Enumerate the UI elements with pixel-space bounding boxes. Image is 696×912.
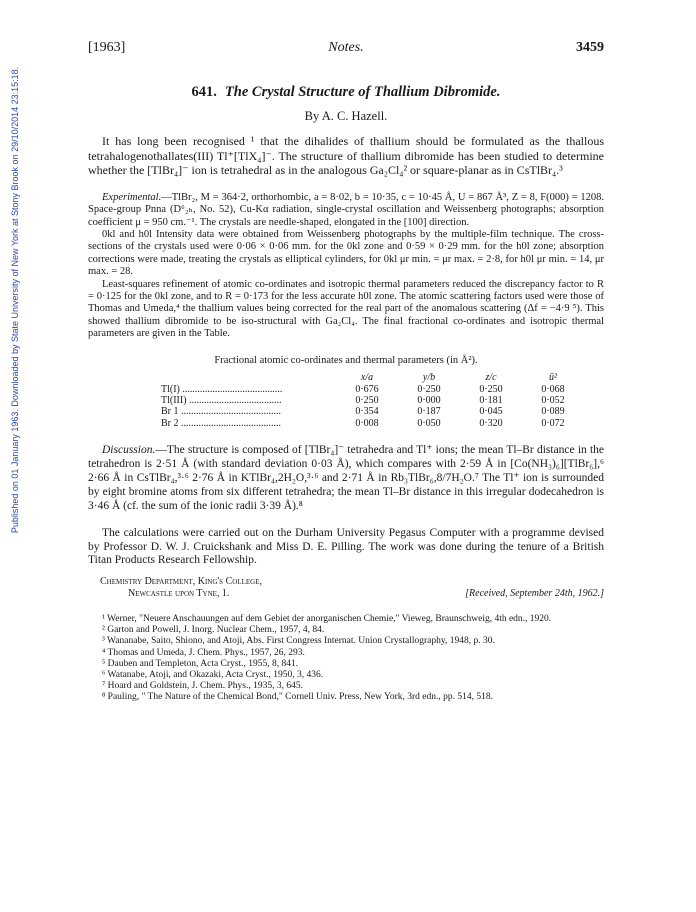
u-value: 0·072 xyxy=(541,417,565,429)
acknowledgement-paragraph: The calculations were carried out on the Durham University Pegasus Computer with a programme devised by Professor D. W. J. Cruickshank and Miss D. E. Pilling. The work was done during the tenure of a British Titan Products Research Fellowship. xyxy=(88,527,604,567)
y-value: 0·250 xyxy=(417,383,441,395)
table-caption: Fractional atomic co-ordinates and thermal parameters (in Å²). xyxy=(214,354,478,366)
footnote: ⁸ Pauling, " The Nature of the Chemical Bond," Cornell Univ. Press, New York, 3rd edn., pp. 514, 518. xyxy=(102,692,494,703)
z-value: 0·250 xyxy=(479,383,503,395)
experimental-paragraph-1 xyxy=(88,192,604,229)
atom-label: Tl(III) ..................................... xyxy=(161,395,282,407)
volume-year: [1963] xyxy=(88,40,126,55)
x-value: 0·676 xyxy=(355,383,379,395)
x-value: 0·008 xyxy=(355,417,379,429)
article-title-text: The Crystal Structure of Thallium Dibromide. xyxy=(224,84,501,100)
received-date: [Received, September 24th, 1962.] xyxy=(465,588,604,600)
address-line-1: Chemistry Department, King's College, xyxy=(100,576,262,588)
author-address xyxy=(88,576,604,602)
discussion-text: —The structure is composed of [TlBr₄]⁻ tetrahedra and Tl⁺ ions; the mean Tl–Br distance in the tetrahedron is 2·51 Å (with standard deviation 0·03 Å), which compares with 2·59 Å in [Co(NH₃)₆][TlBr₆],⁶ 2·66 Å in CsTlBr₄,³·⁶ 2·76 Å in KTlBr₄,2H₂O,³·⁶ and 2·71 Å in Rb₃TlBr₆,8/7H₂O.⁷ The Tl⁺ ion is surrounded by eight bromine atoms from six different tetrahedra; the mean Tl–Br distance in this irregular dodecahedron is 3·46 Å (cf. the sum of the ionic radii 3·39 Å).⁸ xyxy=(88,444,604,513)
intro-paragraph: It has long been recognised ¹ that the dihalides of thallium should be formulated as the thallous tetrahalogenothallates(III) Tl⁺[TlX₄]⁻. The structure of thallium dibromide has been studied to determine whether the [TlBr₄]⁻ ion is tetrahedral as in the analogous Ga₂Cl₄² or square-planar as in CsTlBr₄.³ xyxy=(88,134,604,178)
article-number: 641. xyxy=(191,84,217,100)
table-row xyxy=(161,418,584,429)
col-header-x: x/a xyxy=(360,371,374,383)
footnotes xyxy=(88,614,604,704)
journal-page xyxy=(88,40,604,704)
experimental-heading: Experimental. xyxy=(102,191,162,203)
u-value: 0·052 xyxy=(541,395,565,407)
footnote: ⁴ Thomas and Umeda, J. Chem. Phys., 1957, 26, 293. xyxy=(102,647,305,658)
atom-label: Tl(I) ........................................ xyxy=(161,383,283,395)
footnote: ⁵ Dauben and Templeton, Acta Cryst., 1955, 8, 841. xyxy=(102,658,299,669)
footnote: ² Garton and Powell, J. Inorg. Nuclear Chem., 1957, 4, 84. xyxy=(102,625,325,636)
footnote: ¹ Werner, "Neuere Anschauungen auf dem Gebiet der anorganischen Chemie," Vieweg, Braunschweig, 4th edn., 1920. xyxy=(102,614,552,625)
address-line-2: Newcastle upon Tyne, 1. xyxy=(128,588,230,600)
download-notice: Published on 01 January 1963. Downloaded by State University of New York at Stony Brook on 29/10/2014 23:15:18. xyxy=(10,66,20,534)
footnote: ⁶ Watanabe, Atoji, and Okazaki, Acta Cryst., 1950, 3, 436. xyxy=(102,670,324,681)
article-title xyxy=(88,84,604,101)
running-head xyxy=(88,40,604,62)
experimental-paragraph-3: Least-squares refinement of atomic co-ordinates and isotropic thermal parameters reduced the discrepancy factor to R = 0·125 for the 0kl zone, and to R = 0·173 for the less accurate h0l zone. The atomic scattering factors used were those of Thomas and Umeda,⁴ the thallium values being corrected for the real part of the anomalous scattering (Δf = −4·9 ⁵). This showed thallium dibromide to be iso-structural with Ga₂Cl₄. The final fractional co-ordinates and isotropic thermal parameters are given in the Table. xyxy=(88,278,604,340)
download-watermark xyxy=(0,0,30,912)
table-row xyxy=(161,406,584,417)
atom-label: Br 2 ........................................ xyxy=(161,417,281,429)
x-value: 0·250 xyxy=(355,395,379,407)
y-value: 0·000 xyxy=(417,395,441,407)
table-row xyxy=(161,395,584,406)
y-value: 0·050 xyxy=(417,417,441,429)
footnote: ³ Wananabe, Saito, Shiono, and Atoji, Abs. First Congress Internat. Union Crystallography, 1948, p. 30. xyxy=(102,636,495,647)
article-author: By A. C. Hazell. xyxy=(304,109,388,123)
experimental-paragraph-2: 0kl and h0l Intensity data were obtained from Weissenberg photographs by the multiple-film technique. The cross-sections of the crystals used were 0·06 × 0·06 mm. for the 0kl zone and 0·59 × 0·29 mm. for the h0l zone; absorption corrections were made, treating the crystals as elliptical cylinders, for 0kl μr min. = μr max. = 2·8, for h0l μr min. = 14, μr max. = 28. xyxy=(88,229,604,278)
col-header-u: ū² xyxy=(549,371,557,383)
page-number: 3459 xyxy=(576,40,604,55)
u-value: 0·068 xyxy=(541,383,565,395)
u-value: 0·089 xyxy=(541,406,565,418)
y-value: 0·187 xyxy=(417,406,441,418)
col-header-y: y/b xyxy=(422,371,436,383)
atom-label: Br 1 ........................................ xyxy=(161,406,281,418)
discussion-paragraph xyxy=(88,443,604,513)
z-value: 0·045 xyxy=(479,406,503,418)
experimental-text-1: —TlBr₂, M = 364·2, orthorhombic, a = 8·02, b = 10·35, c = 10·45 Å, U = 867 Å³, Z = 8, F(000) = 1208. Space-group Pnna (D⁶₂ₕ, No. 52), Cu-Kα radiation, single-crystal oscillation and Weissenberg photographs; absorption coefficient μ = 950 cm.⁻¹. The crystals are needle-shaped, elongated in the [100] direction. xyxy=(88,191,604,228)
table-header-row xyxy=(161,372,584,384)
z-value: 0·181 xyxy=(479,395,503,407)
discussion-heading: Discussion. xyxy=(102,444,156,457)
section-title: Notes. xyxy=(328,40,364,55)
z-value: 0·320 xyxy=(479,417,503,429)
footnote: ⁷ Hoard and Goldstein, J. Chem. Phys., 1935, 3, 645. xyxy=(102,681,303,692)
table-row xyxy=(161,384,584,395)
coordinates-table xyxy=(161,372,584,430)
x-value: 0·354 xyxy=(355,406,379,418)
col-header-z: z/c xyxy=(485,371,497,383)
